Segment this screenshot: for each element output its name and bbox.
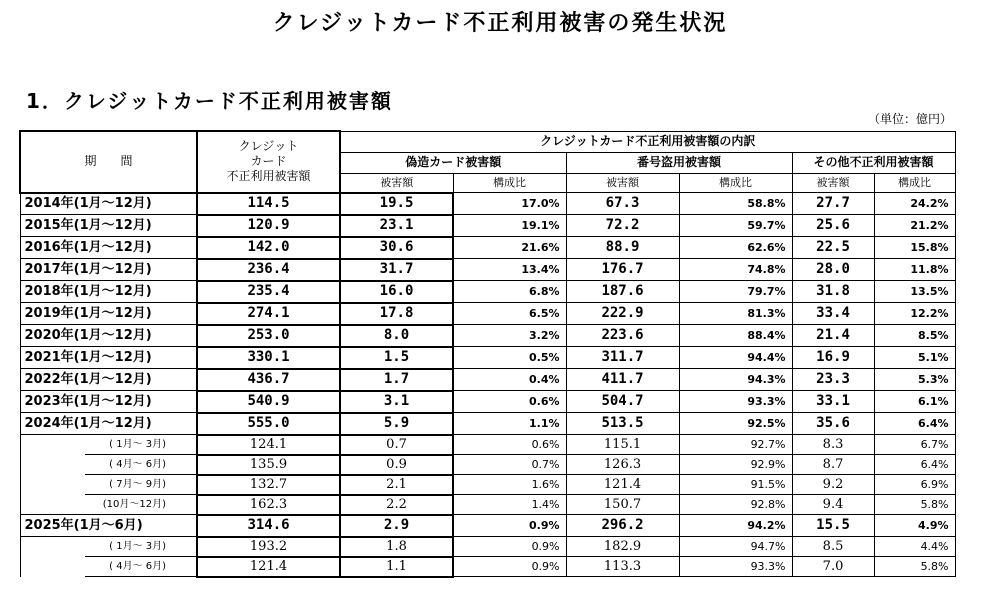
- cell-c-amt: 23.1: [340, 215, 453, 237]
- cell-c-amt: 1.1: [340, 557, 453, 577]
- cell-total: 121.4: [197, 557, 340, 577]
- cell-o-pct: 6.7%: [874, 435, 955, 455]
- cell-c-pct: 0.4%: [453, 369, 566, 391]
- cell-o-pct: 13.5%: [874, 281, 955, 303]
- indent-cell: [20, 435, 85, 455]
- cell-c-pct: 21.6%: [453, 237, 566, 259]
- cell-o-amt: 25.6: [792, 215, 874, 237]
- section-title: 1．クレジットカード不正利用被害額: [26, 89, 393, 113]
- row-period: 2016年(1月～12月): [20, 237, 197, 259]
- cell-o-pct: 4.9%: [874, 515, 955, 537]
- cell-o-amt: 35.6: [792, 413, 874, 435]
- cell-c-amt: 5.9: [340, 413, 453, 435]
- row-period: 2023年(1月～12月): [20, 391, 197, 413]
- cell-c-amt: 31.7: [340, 259, 453, 281]
- cell-total: 193.2: [197, 537, 340, 557]
- cell-c-pct: 1.4%: [453, 495, 566, 515]
- indent-cell: [20, 495, 85, 515]
- cell-c-pct: 3.2%: [453, 325, 566, 347]
- table-row: [20, 347, 955, 369]
- cell-o-pct: 21.2%: [874, 215, 955, 237]
- cell-o-pct: 15.8%: [874, 237, 955, 259]
- cell-c-amt: 0.7: [340, 435, 453, 455]
- cell-o-amt: 8.3: [792, 435, 874, 455]
- row-period: 2022年(1月～12月): [20, 369, 197, 391]
- table-row: [20, 325, 955, 347]
- cell-c-pct: 0.9%: [453, 557, 566, 577]
- cell-n-pct: 94.2%: [679, 515, 792, 537]
- cell-n-amt: 115.1: [566, 435, 679, 455]
- cell-n-amt: 88.9: [566, 237, 679, 259]
- cell-c-amt: 2.1: [340, 475, 453, 495]
- cell-o-amt: 21.4: [792, 325, 874, 347]
- table-row: [20, 193, 955, 215]
- unit-label: （単位：億円）: [867, 112, 952, 126]
- cell-c-amt: 8.0: [340, 325, 453, 347]
- table-row-quarter: [20, 435, 955, 455]
- cell-n-amt: 113.3: [566, 557, 679, 577]
- cell-n-pct: 93.3%: [679, 391, 792, 413]
- cell-n-amt: 513.5: [566, 413, 679, 435]
- cell-total: 330.1: [197, 347, 340, 369]
- cell-total: 120.9: [197, 215, 340, 237]
- cell-n-pct: 58.8%: [679, 193, 792, 215]
- table-row-quarter: [20, 495, 955, 515]
- cell-o-amt: 23.3: [792, 369, 874, 391]
- cell-n-pct: 74.8%: [679, 259, 792, 281]
- header-breakdown: クレジットカード不正利用被害額の内訳: [340, 131, 955, 152]
- cell-c-pct: 0.6%: [453, 435, 566, 455]
- cell-total: 314.6: [197, 515, 340, 537]
- cell-c-pct: 6.5%: [453, 303, 566, 325]
- cell-total: 135.9: [197, 455, 340, 475]
- cell-n-pct: 94.7%: [679, 537, 792, 557]
- cell-c-pct: 17.0%: [453, 193, 566, 215]
- cell-total: 132.7: [197, 475, 340, 495]
- table-row-quarter: [20, 537, 955, 557]
- cell-n-pct: 92.9%: [679, 455, 792, 475]
- row-period: 2018年(1月～12月): [20, 281, 197, 303]
- cell-o-amt: 9.4: [792, 495, 874, 515]
- cell-o-pct: 5.1%: [874, 347, 955, 369]
- cell-c-pct: 19.1%: [453, 215, 566, 237]
- row-period: ( 4月～ 6月): [85, 557, 197, 577]
- cell-n-pct: 88.4%: [679, 325, 792, 347]
- cell-c-amt: 30.6: [340, 237, 453, 259]
- cell-o-pct: 24.2%: [874, 193, 955, 215]
- page-title: クレジットカード不正利用被害の発生状況: [272, 11, 728, 36]
- cell-o-amt: 27.7: [792, 193, 874, 215]
- header-total-line2: カード: [250, 154, 287, 169]
- cell-o-pct: 5.8%: [874, 557, 955, 577]
- cell-n-amt: 182.9: [566, 537, 679, 557]
- cell-n-amt: 150.7: [566, 495, 679, 515]
- header-amount: 被害額: [792, 173, 874, 193]
- cell-n-amt: 67.3: [566, 193, 679, 215]
- cell-total: 236.4: [197, 259, 340, 281]
- indent-cell: [20, 557, 85, 577]
- row-period: (10月～12月): [85, 495, 197, 515]
- cell-total: 555.0: [197, 413, 340, 435]
- cell-o-amt: 9.2: [792, 475, 874, 495]
- header-counterfeit: 偽造カード被害額: [340, 152, 566, 173]
- table-row: [20, 391, 955, 413]
- cell-n-pct: 81.3%: [679, 303, 792, 325]
- header-ratio: 構成比: [679, 173, 792, 193]
- cell-n-pct: 92.8%: [679, 495, 792, 515]
- cell-o-amt: 28.0: [792, 259, 874, 281]
- cell-total: 274.1: [197, 303, 340, 325]
- cell-n-amt: 311.7: [566, 347, 679, 369]
- table-row: [20, 413, 955, 435]
- cell-o-amt: 16.9: [792, 347, 874, 369]
- cell-n-amt: 121.4: [566, 475, 679, 495]
- cell-n-amt: 222.9: [566, 303, 679, 325]
- cell-c-amt: 16.0: [340, 281, 453, 303]
- cell-c-amt: 1.8: [340, 537, 453, 557]
- table-row: [20, 237, 955, 259]
- cell-n-amt: 72.2: [566, 215, 679, 237]
- cell-o-pct: 6.9%: [874, 475, 955, 495]
- table-row: [20, 303, 955, 325]
- cell-c-amt: 2.9: [340, 515, 453, 537]
- table-row: [20, 281, 955, 303]
- cell-o-amt: 33.4: [792, 303, 874, 325]
- cell-c-amt: 3.1: [340, 391, 453, 413]
- cell-o-pct: 6.4%: [874, 455, 955, 475]
- header-period: 期 間: [20, 131, 197, 193]
- cell-c-pct: 1.6%: [453, 475, 566, 495]
- header-ratio: 構成比: [874, 173, 955, 193]
- cell-o-pct: 6.4%: [874, 413, 955, 435]
- cell-n-amt: 187.6: [566, 281, 679, 303]
- cell-n-amt: 411.7: [566, 369, 679, 391]
- cell-n-pct: 79.7%: [679, 281, 792, 303]
- table-row: [20, 259, 955, 281]
- cell-o-pct: 5.8%: [874, 495, 955, 515]
- header-number-theft: 番号盗用被害額: [566, 152, 792, 173]
- cell-total: 235.4: [197, 281, 340, 303]
- header-other: その他不正利用被害額: [792, 152, 955, 173]
- cell-c-pct: 0.9%: [453, 515, 566, 537]
- table-row-quarter: [20, 557, 955, 577]
- cell-o-amt: 33.1: [792, 391, 874, 413]
- cell-total: 162.3: [197, 495, 340, 515]
- row-period: 2019年(1月～12月): [20, 303, 197, 325]
- cell-o-pct: 11.8%: [874, 259, 955, 281]
- cell-c-pct: 0.7%: [453, 455, 566, 475]
- cell-o-pct: 4.4%: [874, 537, 955, 557]
- cell-o-pct: 5.3%: [874, 369, 955, 391]
- cell-n-pct: 94.4%: [679, 347, 792, 369]
- cell-n-amt: 504.7: [566, 391, 679, 413]
- cell-c-pct: 1.1%: [453, 413, 566, 435]
- table-row: [20, 515, 955, 537]
- indent-cell: [20, 537, 85, 557]
- cell-o-amt: 7.0: [792, 557, 874, 577]
- cell-total: 114.5: [197, 193, 340, 215]
- cell-o-amt: 8.7: [792, 455, 874, 475]
- cell-total: 124.1: [197, 435, 340, 455]
- cell-total: 253.0: [197, 325, 340, 347]
- cell-o-amt: 8.5: [792, 537, 874, 557]
- row-period: ( 1月～ 3月): [85, 537, 197, 557]
- cell-o-pct: 8.5%: [874, 325, 955, 347]
- cell-n-amt: 176.7: [566, 259, 679, 281]
- table-row: [20, 215, 955, 237]
- header-ratio: 構成比: [453, 173, 566, 193]
- row-period: 2020年(1月～12月): [20, 325, 197, 347]
- cell-n-pct: 94.3%: [679, 369, 792, 391]
- row-period: 2017年(1月～12月): [20, 259, 197, 281]
- cell-c-amt: 2.2: [340, 495, 453, 515]
- cell-o-amt: 22.5: [792, 237, 874, 259]
- row-period: 2024年(1月～12月): [20, 413, 197, 435]
- row-period: 2025年(1月～6月): [20, 515, 197, 537]
- cell-o-pct: 12.2%: [874, 303, 955, 325]
- cell-total: 142.0: [197, 237, 340, 259]
- cell-n-amt: 223.6: [566, 325, 679, 347]
- header-total: [197, 131, 340, 193]
- cell-n-pct: 93.3%: [679, 557, 792, 577]
- cell-total: 436.7: [197, 369, 340, 391]
- header-amount: 被害額: [566, 173, 679, 193]
- cell-n-pct: 62.6%: [679, 237, 792, 259]
- cell-n-pct: 59.7%: [679, 215, 792, 237]
- cell-c-pct: 6.8%: [453, 281, 566, 303]
- header-total-line3: 不正利用被害額: [226, 169, 311, 184]
- cell-c-amt: 17.8: [340, 303, 453, 325]
- header-total-line1: クレジット: [238, 139, 299, 154]
- row-period: 2014年(1月～12月): [20, 193, 197, 215]
- cell-n-amt: 296.2: [566, 515, 679, 537]
- table-row: [20, 369, 955, 391]
- damage-table: [19, 130, 956, 578]
- cell-n-pct: 92.7%: [679, 435, 792, 455]
- indent-cell: [20, 475, 85, 495]
- row-period: ( 4月～ 6月): [85, 455, 197, 475]
- cell-n-pct: 91.5%: [679, 475, 792, 495]
- cell-c-pct: 13.4%: [453, 259, 566, 281]
- table-body: [20, 193, 955, 577]
- cell-c-amt: 1.5: [340, 347, 453, 369]
- cell-o-amt: 15.5: [792, 515, 874, 537]
- table-row-quarter: [20, 455, 955, 475]
- indent-cell: [20, 455, 85, 475]
- cell-o-amt: 31.8: [792, 281, 874, 303]
- row-period: 2015年(1月～12月): [20, 215, 197, 237]
- cell-c-pct: 0.5%: [453, 347, 566, 369]
- cell-c-amt: 19.5: [340, 193, 453, 215]
- cell-total: 540.9: [197, 391, 340, 413]
- cell-n-amt: 126.3: [566, 455, 679, 475]
- row-period: ( 7月～ 9月): [85, 475, 197, 495]
- row-period: 2021年(1月～12月): [20, 347, 197, 369]
- row-period: ( 1月～ 3月): [85, 435, 197, 455]
- table-row-quarter: [20, 475, 955, 495]
- cell-c-pct: 0.6%: [453, 391, 566, 413]
- header-amount: 被害額: [340, 173, 453, 193]
- cell-c-pct: 0.9%: [453, 537, 566, 557]
- cell-c-amt: 0.9: [340, 455, 453, 475]
- cell-c-amt: 1.7: [340, 369, 453, 391]
- cell-o-pct: 6.1%: [874, 391, 955, 413]
- cell-n-pct: 92.5%: [679, 413, 792, 435]
